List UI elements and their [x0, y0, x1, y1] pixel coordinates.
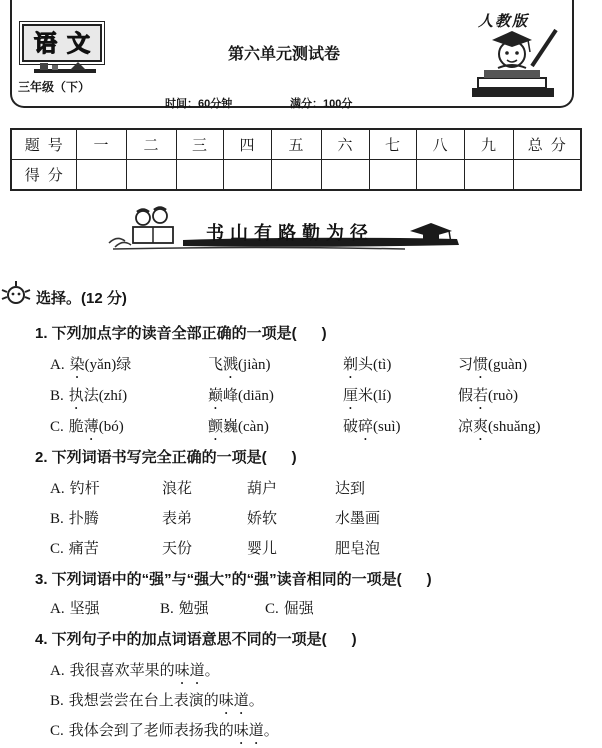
option-label: A.: [50, 601, 65, 617]
option-text: (shuǎng): [488, 419, 541, 435]
option-label: B.: [50, 388, 64, 404]
option-text: 我体会到了老师表扬我的: [68, 723, 234, 739]
dotted-emphasis-text: 巅: [208, 388, 224, 404]
question-3-option-c-item-3: [265, 597, 314, 618]
question-number-2: 二: [126, 129, 176, 160]
question-1-option-a-item-4: [458, 353, 527, 382]
dotted-emphasis-text: 惯: [473, 357, 489, 373]
score-table-header-row: [11, 129, 581, 160]
option-text: 米(lí): [358, 388, 392, 404]
question-number-6: 六: [321, 129, 369, 160]
option-text: 倔强: [283, 601, 314, 617]
score-cell-1: [76, 160, 126, 191]
option-text: 峰(diān): [223, 388, 274, 404]
score-cell-4: [223, 160, 271, 191]
dotted-emphasis-text: 碎: [358, 419, 374, 435]
question-2-option-c-item-2: [162, 537, 192, 558]
question-number-9: 九: [464, 129, 513, 160]
question-2-option-b-item-2: [162, 507, 192, 528]
exam-title: 第六单元测试卷: [228, 46, 341, 63]
score-table-score-row: [11, 160, 581, 191]
question-1-option-b-item-1: [50, 384, 127, 413]
option-text: 婴儿: [247, 541, 278, 557]
section-title: 选择。(12 分): [36, 290, 127, 307]
option-text: 水墨画: [335, 511, 381, 527]
question-number-7: 七: [369, 129, 416, 160]
score-cell-5: [271, 160, 321, 191]
score-cell-6: [321, 160, 369, 191]
question-1-option-a-item-2: [208, 353, 271, 382]
option-text: 钓杆: [69, 481, 100, 497]
question-1-option-b-item-3: [343, 384, 391, 413]
option-label: A.: [50, 663, 65, 679]
option-text: 假: [458, 388, 474, 404]
dotted-emphasis-text: 颤: [208, 419, 224, 435]
option-label: C.: [50, 419, 64, 435]
question-2-option-b-item-1: [50, 507, 99, 528]
row-label-question-number: 题号: [11, 129, 76, 160]
dotted-emphasis-text: 味道: [233, 723, 264, 739]
option-text: 达到: [335, 481, 366, 497]
dotted-emphasis-text: 味道: [174, 663, 205, 679]
question-1-option-c-item-2: [208, 415, 269, 444]
option-text: 肥皂泡: [335, 541, 381, 557]
dotted-emphasis-text: 味道: [218, 693, 249, 709]
row-label-score: 得分: [11, 160, 76, 191]
question-2-option-a-item-3: [247, 477, 277, 498]
option-text: 破: [343, 419, 359, 435]
option-text: 。: [204, 663, 220, 679]
question-3-stem: 3. 下列词语中的“强”与“强大”的“强”读音相同的一项是( ): [35, 571, 432, 588]
option-text: 。: [263, 723, 279, 739]
question-3-option-b-item-2: [160, 597, 209, 618]
dotted-emphasis-text: 若: [473, 388, 489, 404]
option-text: 葫户: [247, 481, 278, 497]
question-2-option-a-item-1: [50, 477, 100, 498]
question-2-stem: 2. 下列词语书写完全正确的一项是( ): [35, 449, 297, 466]
option-text: 我很喜欢苹果的: [69, 663, 175, 679]
option-text: 脆: [68, 419, 84, 435]
option-label: C.: [265, 601, 279, 617]
option-label: A.: [50, 357, 65, 373]
option-label: B.: [50, 511, 64, 527]
option-text: 天份: [162, 541, 193, 557]
option-text: 坚强: [69, 601, 100, 617]
option-text: 习: [458, 357, 474, 373]
dotted-emphasis-text: 薄: [83, 419, 99, 435]
dotted-emphasis-text: 剃: [343, 357, 359, 373]
score-table: [10, 128, 582, 191]
option-text: 我想尝尝在台上表演的: [68, 693, 219, 709]
score-cell-2: [126, 160, 176, 191]
grade-label: 三年级（下）: [18, 80, 91, 94]
option-text: (suì): [373, 419, 401, 435]
dotted-emphasis-text: 执: [68, 388, 84, 404]
question-1-option-c-item-4: [458, 415, 541, 444]
option-text: 痛苦: [68, 541, 99, 557]
option-label: C.: [50, 541, 64, 557]
question-1-option-a-item-3: [343, 353, 391, 382]
question-4-option-a-item-1: [50, 659, 220, 688]
option-text: (guàn): [488, 357, 528, 373]
question-1-option-a-item-1: [50, 353, 131, 382]
dotted-emphasis-text: 厘: [343, 388, 359, 404]
question-number-4: 四: [223, 129, 271, 160]
question-4-stem: 4. 下列句子中的加点词语意思不同的一项是( ): [35, 631, 357, 648]
dotted-emphasis-text: 溅: [223, 357, 239, 373]
option-label: B.: [160, 601, 174, 617]
dotted-emphasis-text: 爽: [473, 419, 489, 435]
logo-books-decoration: [30, 60, 100, 76]
option-text: 头(tì): [358, 357, 392, 373]
question-number-5: 五: [271, 129, 321, 160]
question-number-3: 三: [176, 129, 223, 160]
option-text: (jiàn): [238, 357, 271, 373]
option-label: C.: [50, 723, 64, 739]
question-2-option-c-item-3: [247, 537, 277, 558]
question-1-option-c-item-3: [343, 415, 401, 444]
question-2-option-a-item-4: [335, 477, 365, 498]
option-label: A.: [50, 481, 65, 497]
option-text: 扑腾: [68, 511, 99, 527]
option-text: 巍(càn): [223, 419, 269, 435]
banner-motto: 书山有路勤为径: [206, 223, 374, 244]
exam-full-score: 满分：100分: [290, 98, 353, 110]
option-text: 浪花: [162, 481, 193, 497]
question-1-stem: 1. 下列加点字的读音全部正确的一项是( ): [35, 325, 327, 342]
score-cell-9: [464, 160, 513, 191]
question-2-option-c-item-1: [50, 537, 99, 558]
option-label: B.: [50, 693, 64, 709]
dotted-emphasis-text: 染: [69, 357, 85, 373]
option-text: (ruò): [488, 388, 519, 404]
exam-time: 时间：60分钟: [165, 98, 233, 110]
score-cell-8: [416, 160, 464, 191]
question-3-option-a-item-1: [50, 597, 100, 618]
question-number-8: 八: [416, 129, 464, 160]
score-cell-7: [369, 160, 416, 191]
question-2-option-b-item-4: [335, 507, 380, 528]
question-1-option-c-item-1: [50, 415, 124, 444]
option-text: 。: [248, 693, 264, 709]
option-text: (bó): [98, 419, 124, 435]
subject-logo: 语文: [22, 24, 102, 62]
option-text: 娇软: [247, 511, 278, 527]
option-text: 表弟: [162, 511, 193, 527]
question-1-option-b-item-4: [458, 384, 518, 413]
section-mascot-icon: [0, 280, 32, 308]
question-2-option-a-item-2: [162, 477, 192, 498]
edition-label: 人教版: [478, 13, 530, 30]
score-cell-10: [513, 160, 581, 191]
option-text: 凉: [458, 419, 474, 435]
question-4-option-c-item-1: [50, 719, 279, 748]
option-text: (yǎn)绿: [84, 357, 132, 373]
question-number-1: 一: [76, 129, 126, 160]
option-text: 飞: [208, 357, 224, 373]
question-2-option-b-item-3: [247, 507, 277, 528]
option-text: 勉强: [178, 601, 209, 617]
student-cartoon-illustration: [466, 26, 566, 106]
option-text: 法(zhí): [83, 388, 128, 404]
score-cell-3: [176, 160, 223, 191]
question-1-option-b-item-2: [208, 384, 274, 413]
question-2-option-c-item-4: [335, 537, 380, 558]
question-number-10: 总分: [513, 129, 581, 160]
question-4-option-b-item-1: [50, 689, 264, 718]
